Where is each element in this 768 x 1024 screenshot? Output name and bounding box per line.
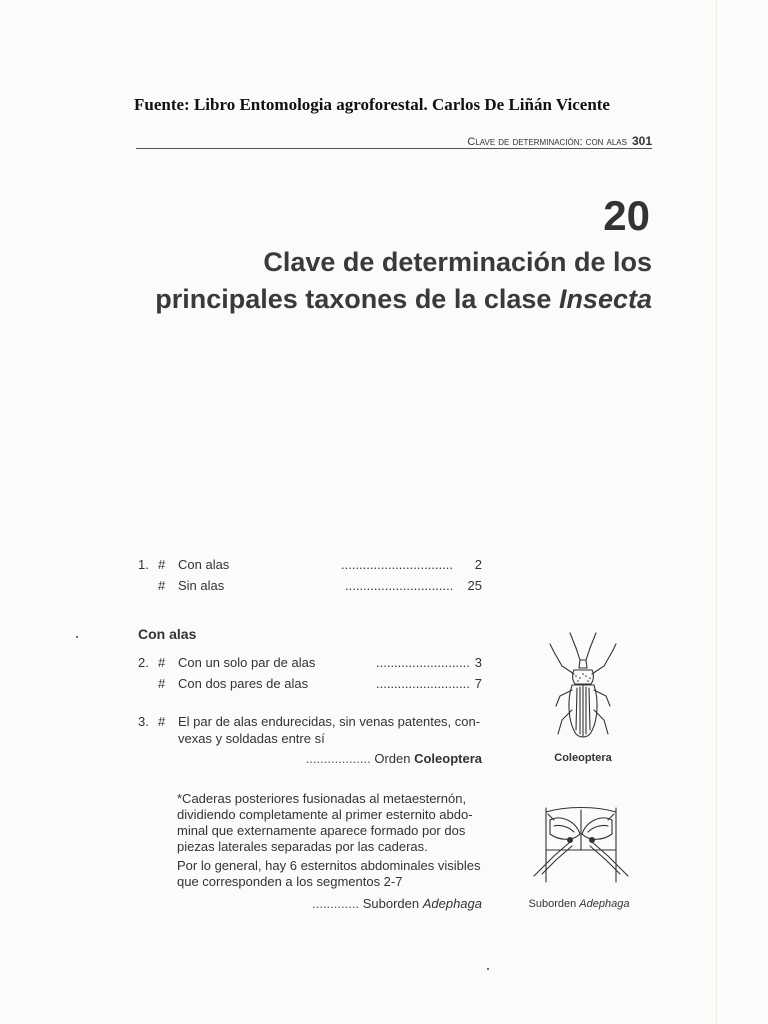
entry-2b-text: Con dos pares de alas (178, 676, 309, 691)
title-line-2 (134, 281, 652, 318)
entry-2b-marker: # (158, 676, 166, 691)
entry-1a-text: Con alas (178, 557, 230, 572)
entry-2a-marker: # (158, 655, 166, 670)
page-number: 301 (631, 134, 652, 148)
entry-3-line-1: El par de alas endurecidas, sin venas patentes, con- (178, 714, 481, 729)
entry-2b-target: 7 (474, 676, 482, 691)
entry-1b-target: 25 (467, 578, 482, 593)
entry-1b-dots: .............................. (345, 578, 454, 593)
chapter-number: 20 (603, 192, 650, 239)
note-result-prefix: Suborden (362, 896, 420, 911)
adephaga-underside-illustration (526, 800, 636, 892)
title-line-1: Clave de determinación de los (263, 247, 652, 277)
title-italic-taxon: Insecta (558, 284, 652, 314)
entry-2a-text: Con un solo par de alas (178, 655, 316, 670)
coleoptera-weevil-illustration (536, 630, 630, 748)
entry-2b-dots: .......................... (376, 676, 470, 691)
entry-3-number: 3. (138, 714, 149, 729)
note-line-3: minal que externamente aparece formado por dos (177, 823, 466, 838)
note-line-5: Por lo general, hay 6 esternitos abdominales visibles (177, 858, 481, 873)
entry-3-result-dots: .................. (305, 751, 371, 766)
note-result-name: Adephaga (422, 896, 482, 911)
chapter-title (134, 244, 652, 318)
scan-edge-line (716, 0, 717, 1024)
entry-1b-marker: # (158, 578, 166, 593)
entry-3-result-name: Coleoptera (414, 751, 482, 766)
note-line-4: piezas laterales separadas por las caderas. (177, 839, 428, 854)
entry-1a-target: 2 (474, 557, 482, 572)
coleoptera-caption: Coleoptera (554, 752, 612, 764)
note-result (312, 896, 482, 911)
entry-1a-marker: # (158, 557, 166, 572)
entry-2a-dots: .......................... (376, 655, 470, 670)
entry-1a-dots: ............................... (341, 557, 453, 572)
section-heading: Con alas (138, 626, 197, 642)
header-rule (136, 148, 652, 149)
adephaga-caption-prefix: Suborden (528, 898, 577, 910)
entry-1-number: 1. (138, 557, 149, 572)
adephaga-caption (514, 898, 644, 910)
scan-speck (487, 968, 489, 970)
running-head (467, 134, 652, 148)
scan-speck (76, 636, 78, 638)
title-line-2-text: principales taxones de la clase (155, 284, 552, 314)
note-line-1: *Caderas posteriores fusionadas al metaesternón, (177, 791, 467, 806)
entry-2-number: 2. (138, 655, 149, 670)
entry-1b-text: Sin alas (178, 578, 225, 593)
adephaga-caption-taxon: Adephaga (579, 898, 630, 910)
entry-3-result-prefix: Orden (374, 751, 411, 766)
note-line-6: que corresponden a los segmentos 2-7 (177, 874, 403, 889)
entry-2a-target: 3 (474, 655, 482, 670)
source-line: Fuente: Libro Entomologia agroforestal. Carlos De Liñán Vicente (134, 95, 610, 114)
adephaga-note (177, 791, 487, 890)
note-line-2: dividiendo completamente al primer esternito abdo- (177, 807, 473, 822)
entry-3-line-2: vexas y soldadas entre sí (178, 731, 325, 746)
entry-3-marker: # (158, 714, 166, 729)
running-head-text: Clave de determinación: con alas (467, 136, 627, 148)
entry-3-result (306, 751, 482, 766)
note-result-dots: ............. (312, 896, 360, 911)
